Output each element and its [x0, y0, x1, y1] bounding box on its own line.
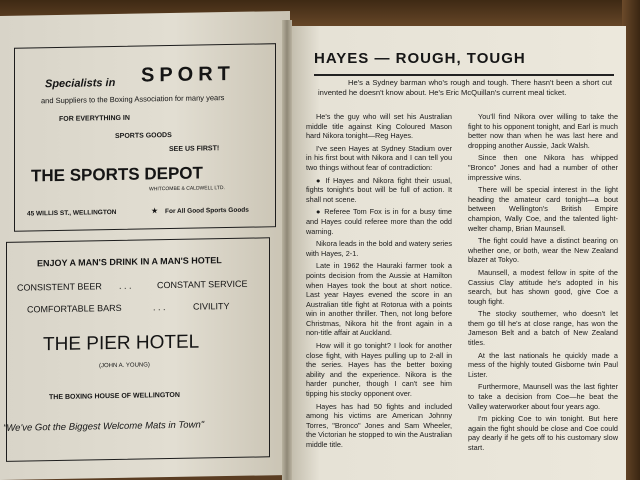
paragraph: Maunsell, a modest fellow in spite of the Cassius Clay attitude he's adopted in his search, but has shown good, give Coe a tough fight.	[468, 267, 618, 306]
boxing-house-text: THE BOXING HOUSE OF WELLINGTON	[49, 391, 180, 402]
dots-divider: . . .	[153, 302, 166, 313]
paragraph: Since then one Nikora has whipped "Bronco" Jones and had a number of other impressive wins.	[468, 153, 618, 182]
article-headline: HAYES — ROUGH, TOUGH	[314, 50, 526, 67]
paragraph: At the last nationals he quickly made a mess of the highly touted Gisborne twin Paul Lister.	[468, 350, 618, 379]
paragraph: Nikora leads in the bold and watery series with Hayes, 2-1.	[306, 239, 452, 258]
sports-depot-subname: WHITCOMBE & CALDWELL LTD.	[149, 185, 225, 193]
sports-depot-ad	[14, 43, 276, 232]
paragraph: I'm picking Coe to win tonight. But here again the fight should be close and Coe could pay dearly if he gets off to his customary slow start.	[468, 414, 618, 452]
paragraph: ● If Hayes and Nikora fight their usual, fights tonight's bout will be full of action. It shall not scene.	[306, 175, 452, 204]
specialists-text: Specialists in	[45, 76, 116, 91]
sports-goods-text: SPORTS GOODS	[115, 132, 172, 140]
constant-service-text: CONSTANT SERVICE	[157, 278, 248, 291]
star-icon: ★	[151, 206, 159, 216]
left-page	[0, 11, 290, 480]
book-gutter	[282, 20, 292, 480]
sports-depot-name: THE SPORTS DEPOT	[31, 163, 203, 186]
paragraph: I've seen Hayes at Sydney Stadium over in his first bout with Nikora and I can tell you two things without fear of contradiction:	[306, 143, 452, 172]
article-column-1	[306, 112, 452, 453]
paragraph: How will it go tonight? I look for another close fight, with Hayes pulling up to 2-all in the series. Hayes has the better boxing ability and the experience. Nikora is the harder puncher, though I can't see him tipping his stocky opponent over.	[306, 341, 452, 399]
comfortable-bars-text: COMFORTABLE BARS	[27, 302, 122, 315]
paragraph: ● Referee Tom Fox is in for a busy time and Hayes could referee more than the odd warning.	[306, 207, 452, 236]
dots-divider: . . .	[119, 280, 132, 291]
pier-hotel-ad	[3, 237, 270, 462]
suppliers-text: and Suppliers to the Boxing Association for many years	[41, 93, 225, 106]
see-us-first-text: SEE US FIRST!	[169, 145, 220, 154]
manager-name: (JOHN A. YOUNG)	[99, 362, 150, 370]
article-column-2	[468, 112, 618, 456]
paragraph: The fight could have a distinct bearing on whether one, or both, wear the New Zealand blazer at Tokyo.	[468, 236, 618, 265]
paragraph: Furthermore, Maunsell was the last fighter to take a decision from Coe—he beat the Valley waterworker about four years ago.	[468, 382, 618, 411]
paragraph: Late in 1962 the Hauraki farmer took a points decision from the Aussie at Hamilton when Hayes took the bout at short notice. Last year Hayes evened the score in an Australian title fight at Rotorua with a points win in another thriller. Then, not long before Christmas, Nikora hit the front again in a non-title affair at Auckland.	[306, 261, 452, 338]
enjoy-text: ENJOY A MAN'S DRINK IN A MAN'S HOTEL	[37, 255, 222, 269]
sports-depot-address: 45 WILLIS ST., WELLINGTON	[27, 208, 117, 218]
headline-rule	[314, 74, 614, 76]
paragraph: You'll find Nikora over willing to take the fight to his opponent tonight, and Earl is much better now than when he was last here and dropping another Aussie, Jack Walsh.	[468, 112, 618, 150]
welcome-slogan: "We've Got the Biggest Welcome Mats in Town"	[3, 419, 205, 434]
paragraph: The stocky southerner, who doesn't let them go till he's at close range, has won the Jameson Belt and a batch of New Zealand titles.	[468, 309, 618, 348]
paragraph: There will be special interest in the light heading the amateur card tonight—a bout between Wellington's British Empire champion, Wally Coe, and the talented light-welter champ, Brian Maunsell.	[468, 185, 618, 233]
consistent-beer-text: CONSISTENT BEER	[17, 281, 102, 293]
article-lede: He's a Sydney barman who's rough and tough. There hasn't been a short cut invented he doesn't know about. He's Eric McQuillan's current meal ticket.	[318, 78, 612, 97]
pier-hotel-name: THE PIER HOTEL	[43, 331, 200, 356]
paragraph: Hayes has had 50 fights and included among his victims are American Johnny Torres, "Bronco" Jones and Sam Wheeler, the Victorian he stopped to win the Australian middle title.	[306, 401, 452, 449]
for-everything-text: FOR EVERYTHING IN	[59, 114, 130, 123]
civility-text: CIVILITY	[193, 300, 230, 312]
paragraph: He's the guy who will set his Australian middle title against King Coloured Mason hard Nikora tonight—Reg Hayes.	[306, 112, 452, 141]
sport-heading: SPORT	[141, 62, 235, 87]
all-good-text: For All Good Sports Goods	[165, 206, 249, 216]
